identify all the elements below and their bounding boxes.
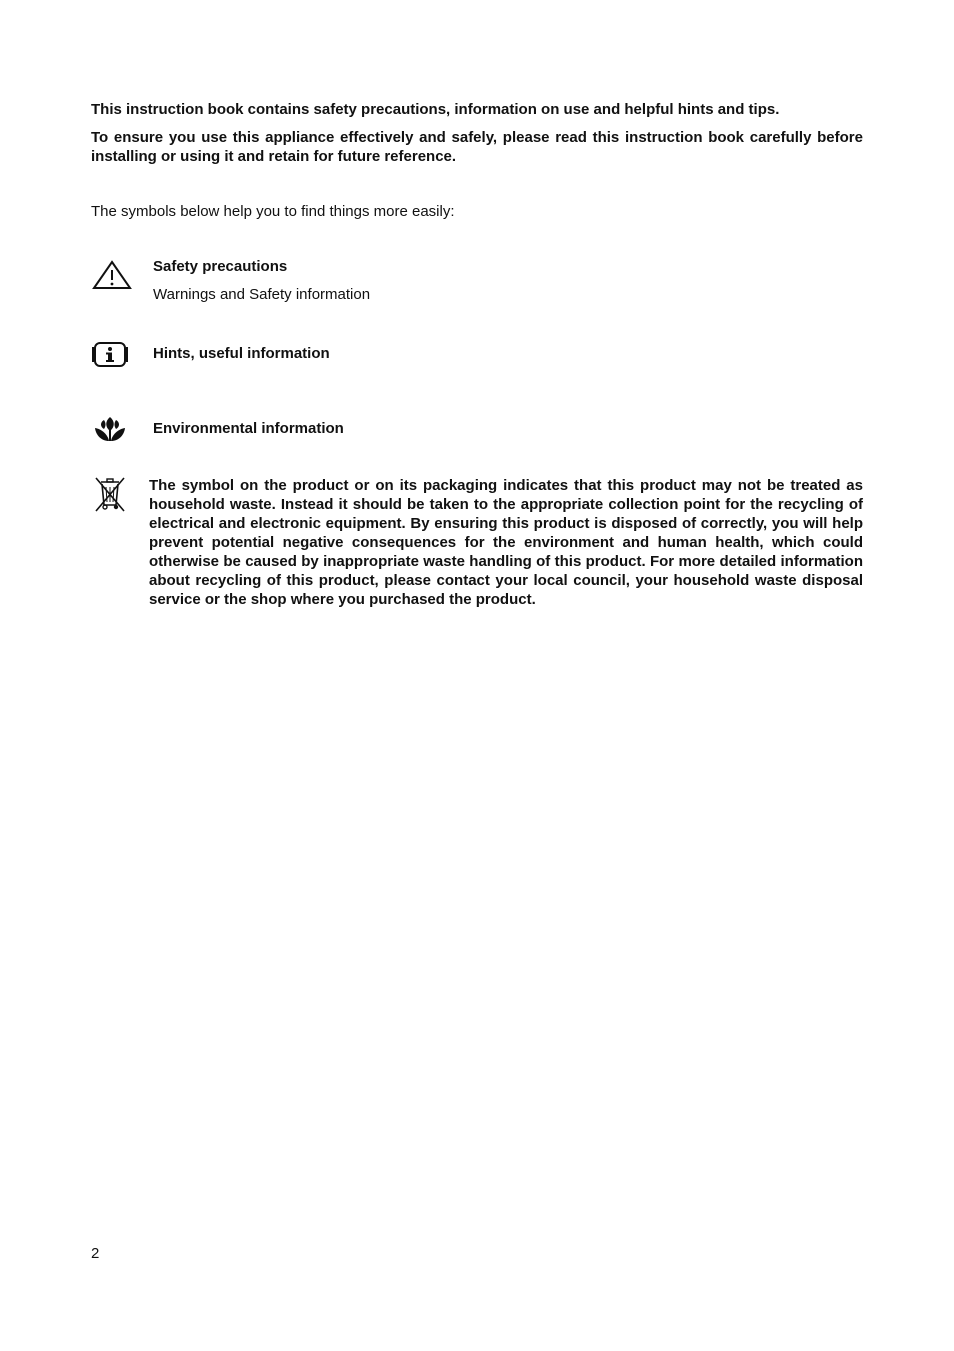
intro-paragraph-2: To ensure you use this appliance effectively and safely, please read this instruction book carefully before installing or using it and retain for future reference. [91, 129, 863, 165]
safety-precautions-title: Safety precautions [153, 258, 288, 275]
intro-paragraph-1: This instruction book contains safety precautions, information on use and helpful hints and tips. [91, 101, 780, 118]
crossed-out-bin-icon [92, 475, 128, 518]
info-icon [92, 341, 128, 374]
environment-flower-icon [92, 414, 128, 449]
environmental-title: Environmental information [153, 420, 344, 437]
warning-triangle-icon [92, 259, 132, 296]
safety-precautions-description: Warnings and Safety information [153, 286, 371, 303]
page-number: 2 [91, 1245, 100, 1262]
weee-disposal-paragraph: The symbol on the product or on its packaging indicates that this product may not be treated as household waste. Instead it should be taken to the appropriate collection point for the recycling of electrical and electronic equipment. By ensuring this product is disposed of correctly, you will help prevent potential negative consequences for the environment and human health, which could otherwise be caused by inappropriate waste handling of this product. For more detailed information about recycling of this product, please contact your local council, your household waste disposal service or the shop where you purchased the product. [149, 477, 863, 608]
hints-title: Hints, useful information [153, 345, 330, 362]
symbols-lead: The symbols below help you to find things more easily: [91, 203, 455, 220]
